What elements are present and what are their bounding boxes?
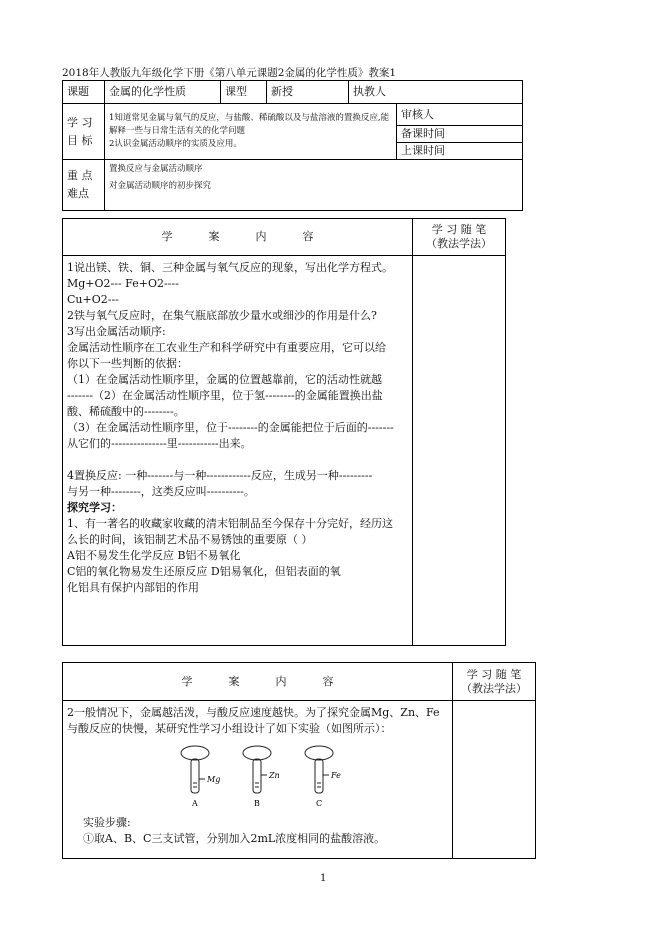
- study-content: [63, 256, 413, 646]
- document-title: 2018年人教版九年级化学下册《第八单元课题2金属的化学性质》教案1: [62, 67, 397, 79]
- key-points-label: 重 点 难点: [63, 160, 105, 211]
- key-point-1: 置换反应与金属活动顺序: [109, 164, 203, 174]
- section-header: 学 案 内 容: [63, 663, 453, 701]
- key-points-text: [105, 160, 523, 211]
- metal-label-mg: Mg: [207, 775, 221, 784]
- notes-header: 学 习 随 笔 （教法学法）: [453, 663, 536, 701]
- content-line: （1）在金属活动性顺序里，金属的位置越靠前，它的活动性就越: [67, 373, 382, 386]
- explore-title: 探究学习：: [67, 501, 122, 514]
- lesson-plan-table: [62, 80, 523, 211]
- tube-a: [181, 746, 209, 793]
- study-content: [63, 701, 453, 859]
- content-line: 酸、稀硫酸中的--------。: [67, 405, 185, 418]
- class-time-label: 上课时间: [397, 143, 523, 160]
- page-number: 1: [320, 873, 327, 884]
- key-point-2: 对金属活动顺序的初步探究: [109, 181, 212, 191]
- study-plan-table-2: [62, 662, 536, 859]
- tube-c: [305, 746, 333, 793]
- tube-b: [243, 746, 271, 793]
- content-line: 2铁与氧气反应时，在集气瓶底部放少量水或细沙的作用是什么?: [67, 309, 377, 322]
- teacher-label: 执教人: [349, 81, 523, 104]
- topic-label: 课题: [63, 81, 105, 104]
- content-line: 1说出镁、铁、铜、三种金属与氧气反应的现象，写出化学方程式。: [67, 261, 393, 274]
- type-label: 课型: [221, 81, 267, 104]
- content-line: 1、有一著名的收藏家收藏的清末铝制品至今保存十分完好，经历这: [67, 517, 393, 530]
- content-line: 3写出金属活动顺序:: [67, 325, 166, 338]
- notes-header: 学 习 随 笔 （教法学法）: [413, 219, 506, 256]
- content-line: Mg+O2--- Fe+O2----: [67, 277, 179, 290]
- type-value: 新授: [267, 81, 349, 104]
- tube-label-c: C: [316, 799, 323, 808]
- goals-label: 学 习 目 标: [63, 104, 105, 160]
- notes-column: [413, 256, 506, 646]
- content-line: 4置换反应: 一种-------与一种------------反应，生成另一种---------: [67, 469, 373, 482]
- content-line: 与另一种--------，这类反应叫----------。: [67, 485, 255, 498]
- tube-label-b: B: [254, 799, 260, 808]
- goal-2: 2认识金属活动顺序的实质及应用。: [109, 139, 242, 149]
- content-line: （3）在金属活动性顺序里，位于--------的金属能把位于后面的-------: [67, 421, 394, 434]
- steps-title: 实验步骤:: [83, 816, 131, 829]
- content-line: 化铝具有保护内部铝的作用: [67, 581, 199, 594]
- notes-column: [453, 701, 536, 859]
- goals-text: [105, 104, 397, 160]
- content-line: 你以下一些判断的依据：: [67, 357, 188, 370]
- tube-label-a: A: [192, 799, 198, 808]
- study-plan-table: [62, 218, 506, 646]
- test-tubes-figure: [177, 745, 377, 809]
- topic-value: 金属的化学性质: [105, 81, 221, 104]
- content-line: 2一般情况下，金属越活泼，与酸反应速度越快。为了探究金属Mg、Zn、Fe: [67, 706, 440, 719]
- step-1: ①取A、B、C三支试管，分别加入2mL浓度相同的盐酸溶液。: [83, 832, 386, 845]
- section-header: 学 案 内 容: [63, 219, 413, 256]
- metal-label-zn: Zn: [269, 771, 280, 780]
- content-line: 从它们的---------------里-----------出来。: [67, 437, 252, 450]
- content-line: 与酸反应的快慢，某研究性学习小组设计了如下实验（如图所示）：: [67, 722, 392, 735]
- experiment-apparatus: [177, 745, 448, 809]
- content-line: 么长的时间，该铝制艺术品不易锈蚀的重要原（ ）: [67, 533, 313, 546]
- content-line: -------（2）在金属活动性顺序里，位于氢--------的金属能置换出盐: [67, 389, 383, 402]
- content-line: C铝的氧化物易发生还原反应 D铝易氧化，但铝表面的氧: [67, 565, 341, 578]
- reviewer-label: 审核人: [397, 104, 523, 126]
- content-line: 金属活动性顺序在工农业生产和科学研究中有重要应用，它可以给: [67, 341, 386, 354]
- content-line: A铝不易发生化学反应 B铝不易氧化: [67, 549, 241, 562]
- prep-time-label: 备课时间: [397, 126, 523, 143]
- content-line: Cu+O2---: [67, 293, 119, 306]
- goal-1: 1知道常见金属与氧气的反应，与盐酸、稀硫酸以及与盐溶液的置换反应,能解释一些与日常生活有关的化学问题: [109, 113, 390, 136]
- metal-label-fe: Fe: [331, 771, 341, 780]
